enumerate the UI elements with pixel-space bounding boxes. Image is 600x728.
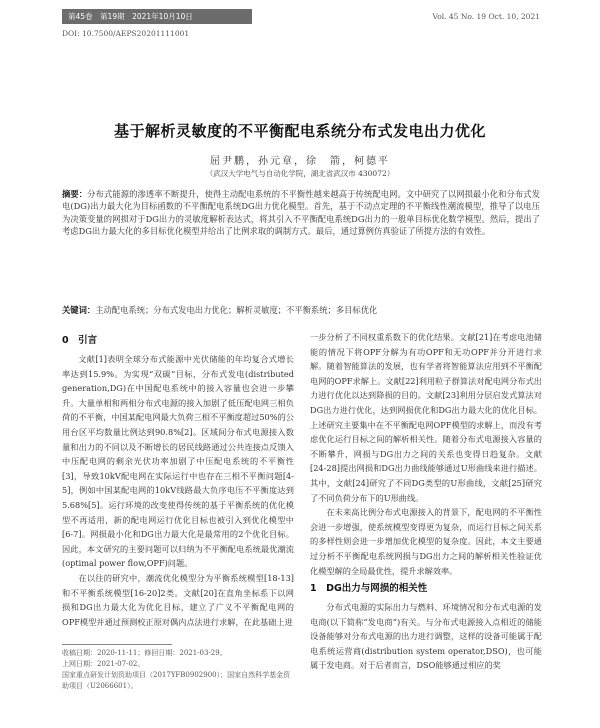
footnote-received: 收稿日期：2020-11-11；修回日期：2021-03-29。 xyxy=(62,649,227,657)
journal-volume-label: 第45卷 第19期 2021年10月10日 xyxy=(62,9,252,24)
body-paragraph: 在以往的研究中，潮流优化模型分为平衡系统模型[18-13]和不平衡系统模型[16-20]2类。文献[20]在直角坐标系下以网损和DG出力最大化为优化目标，建立了广义不平衡配电网的OPF模型并通过预测校正原对偶内点法进行求解，在此基础上进 xyxy=(62,572,294,627)
keywords-label: 关键词： xyxy=(62,305,96,315)
right-column xyxy=(310,330,542,673)
section-0-heading: 0 引言 xyxy=(62,335,98,346)
page-header xyxy=(0,0,600,40)
abstract-label: 摘要： xyxy=(62,189,88,199)
footnote-funding: 国家重点研发计划资助项目（2017YFB0902900）；国家自然科学基金资助项目（U2066601）。 xyxy=(62,671,291,690)
body-paragraph: 文献[1]表明全球分布式能源中光伏储能的年均复合式增长率达到15.9%。为实现“双碳”目标，分布式发电(distributed generation,DG)在中国配电系统中的接入容量也会进一步攀升。大量单相和两相分布式电源的接入加剧了低压配电网三相负荷的不平衡，中国某配电网最大负荷三相不平衡度超过50%的公用台区平均数量比例达到90.8%[2]。区域间分布式电源接入数量和出力的不同以及不断增长的居民线路通过公共连接点反馈入中压配电网的剩余光伏功率加剧了中压配电系统的不平衡性[3]，导致10kV配电网在实际运行中也存在三相不平衡问题[4-5]，例如中国某配电网的10kV线路最大负序电压不平衡度达到5.68%[5]。运行环境的改变使得传统的基于平衡系统的优化模型不再适用，新的配电网运行优化目标也被引入到优化模型中[6-7]。网损最小化和DG出力最大化是最常用的2个优化目标。因此，本文研究的主要问题可以归纳为不平衡配电系统最优潮流(optimal power flow,OPF)问题。 xyxy=(62,354,294,569)
journal-volume-label-en: Vol. 45 No. 19 Oct. 10, 2021 xyxy=(432,12,540,21)
paper-authors: 屈尹鹏，孙元章，徐 箭，柯德平 xyxy=(210,156,390,167)
section-1-heading: 1 DG出力与网损的相关性 xyxy=(310,583,428,595)
abstract-text: 分布式能源的渗透率不断提升，使得主动配电系统的不平衡性越来越高于传统配电网。文中研究了以网损最小化和分布式发电(DG)出力最大化为目标函数的不平衡配电系统DG出力优化模型。首先，基于不动点定理的不平衡线性潮流模型，推导了以电压为决策变量的网损对于DG出力的灵敏度解析表达式，将其引入不平衡配电系统DG出力的一般单目标优化数学模型。然后，提出了考虑DG出力最大化的多目标优化模型并给出了比例求取的调制方式。最后，通过算例仿真验证了所提方法的有效性。 xyxy=(62,189,540,236)
doi-label: DOI: 10.7500/AEPS20201111001 xyxy=(62,29,190,38)
footnotes xyxy=(62,648,294,692)
paper-affiliation: （武汉大学电气与自动化学院，湖北省武汉市 430072） xyxy=(205,169,395,178)
footnote-online: 上网日期：2021-07-02。 xyxy=(62,660,145,668)
paper-title: 基于解析灵敏度的不平衡配电系统分布式发电出力优化 xyxy=(113,122,486,140)
body-paragraph: 分布式电源的实际出力与燃料、环境情况和分布式电源的发电商(以下简称“发电商”)有关。与分布式电源接入点相近的储能设备能够对分布式电源的出力进行调整，这样的设备可能属于配电系统运营商(distribution system operator,DSO)，也可能属于发电商。对于后者而言，DSO能够通过相应的奖 xyxy=(310,602,542,671)
keywords xyxy=(62,304,540,316)
left-column xyxy=(62,330,294,629)
body-paragraph: 在未来高比例分布式电源接入的背景下，配电网的不平衡性会进一步增强，使系统模型变得更为复杂，而运行目标之间关系的多样性则会进一步增加优化模型的复杂度。因此，本文主要通过分析不平衡配电系统网损与DG出力之间的解析相关性验证优化模型解的全局最优性，提升求解效率。 xyxy=(310,507,542,576)
abstract xyxy=(62,188,540,237)
body-paragraph: 一步分析了不同权重系数下的优化结果。文献[21]在考虑电池储能的情况下将OPF分解为有功OPF和无功OPF并分开进行求解。随着智能算法的发展，也有学者将智能算法应用到不平衡配电网的OPF求解上。文献[22]利用粒子群算法对配电网分布式出力进行优化以达到降损的目的。文献[23]利用分层启发式算法对DG出力进行优化，达到网损优化和DG出力最大化的优化目标。上述研究主要集中在不平衡配电网OPF模型的求解上，而没有考虑优化运行目标之间的解析相关性。随着分布式电源接入容量的不断攀升，网损与DG出力之间的关系也变得日趋复杂。文献[24-28]提出网损和DG出力曲线能够通过U形曲线来进行描述。其中，文献[24]研究了不同DG类型的U形曲线，文献[25]研究了不同负荷分布下的U形曲线。 xyxy=(310,332,542,503)
keywords-text: 主动配电系统；分布式发电出力优化；解析灵敏度；不平衡系统；多目标优化 xyxy=(95,305,378,315)
footnote-divider xyxy=(62,644,172,645)
